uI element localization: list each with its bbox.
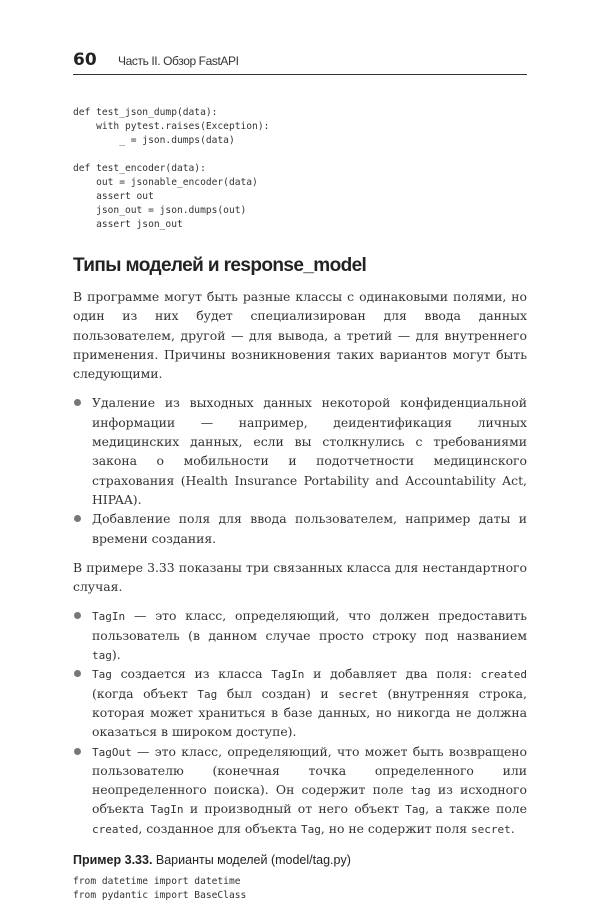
inline-code: Tag	[300, 822, 321, 836]
page-body	[73, 76, 527, 923]
bullet-list-reasons	[73, 393, 527, 547]
paragraph-example-intro: В примере 3.33 показаны три связанных класса для нестандартного случая.	[73, 559, 527, 595]
code-block-tests: def test_json_dump(data): with pytest.raises(Exception): _ = json.dumps(data) def test_encoder(data): out = jsonable_encoder(data) assert out json_out = json.dumps(out) assert json_out	[73, 107, 270, 230]
text-run: (внутренняя строка, которая может храниться в базе данных, но никогда не должна оказаться в широком доступе).	[92, 685, 527, 740]
code-block-imports: from datetime import datetime from pydantic import BaseClass	[73, 876, 247, 902]
inline-code: secret	[338, 687, 378, 701]
inline-code: TagIn	[92, 610, 126, 624]
text-run: (когда объект	[92, 685, 198, 701]
inline-code: TagIn	[271, 668, 305, 682]
example-caption	[73, 852, 527, 869]
text-run: создается из класса	[111, 666, 272, 682]
bullet-icon	[74, 748, 81, 755]
list-item	[73, 509, 527, 548]
bullet-icon	[74, 399, 81, 406]
bullet-list-classes	[73, 606, 527, 838]
page-header	[0, 0, 600, 76]
inline-code: created	[480, 668, 527, 682]
header-rule	[73, 74, 527, 75]
bullet-icon	[74, 515, 81, 522]
page-number: 60	[73, 50, 97, 70]
list-item-text: Добавление поля для ввода пользователем, например даты и времени создания.	[92, 511, 527, 546]
inline-code: tag	[410, 784, 431, 798]
text-run: , а также поле	[425, 801, 528, 817]
text-run: , но не содержит поля	[320, 820, 472, 836]
bullet-icon	[74, 612, 81, 619]
inline-code: tag	[92, 649, 112, 663]
caption-text: Варианты моделей (model/tag.py)	[152, 853, 351, 868]
text-run: и добавляет два поля:	[304, 666, 481, 682]
inline-code: TagOut	[92, 745, 132, 759]
list-item	[73, 742, 527, 838]
inline-code: Tag	[92, 668, 112, 682]
paragraph-intro: В программе могут быть разные классы с одинаковыми полями, но один из них будет специализирован для ввода данных пользователем, другой — для вывода, а третий — для внутреннего применения. Причины возникновения таких вариантов могут быть следующими.	[73, 289, 527, 382]
list-item	[73, 393, 527, 509]
inline-code: TagIn	[150, 803, 184, 817]
text-run: был создан) и	[217, 685, 339, 701]
text-run: — это класс, определяющий, что может быть возвращено пользователю (конечная точка определенного или неопределенного поиска). Он содержит поле	[92, 743, 527, 798]
inline-code: Tag	[197, 687, 218, 701]
text-run: , созданное для объекта	[138, 820, 301, 836]
running-title: Часть II. Обзор FastAPI	[118, 54, 239, 68]
text-run: ).	[111, 647, 121, 663]
list-item-text: Удаление из выходных данных некоторой конфиденциальной информации — например, деидентификация личных медицинских данных, если вы столкнулись с требованиями закона о мобильности и подотчетности медицинского страхования (Health Insurance Portability and Accountability Act, HIPAA).	[92, 395, 527, 507]
inline-code: Tag	[405, 803, 426, 817]
text-run: из исходного объекта	[92, 782, 528, 817]
text-run: .	[510, 820, 515, 836]
text-run: — это класс, определяющий, что должен предоставить пользователь (в данном случае просто строку под названием	[92, 608, 527, 643]
list-item	[73, 664, 527, 741]
section-heading: Типы моделей и response_model	[73, 255, 367, 276]
inline-code: secret	[471, 822, 511, 836]
inline-code: created	[92, 822, 139, 836]
bullet-icon	[74, 670, 81, 677]
text-run: и производный от него объект	[183, 801, 406, 817]
list-item	[73, 606, 527, 664]
caption-label: Пример 3.33.	[73, 853, 153, 868]
